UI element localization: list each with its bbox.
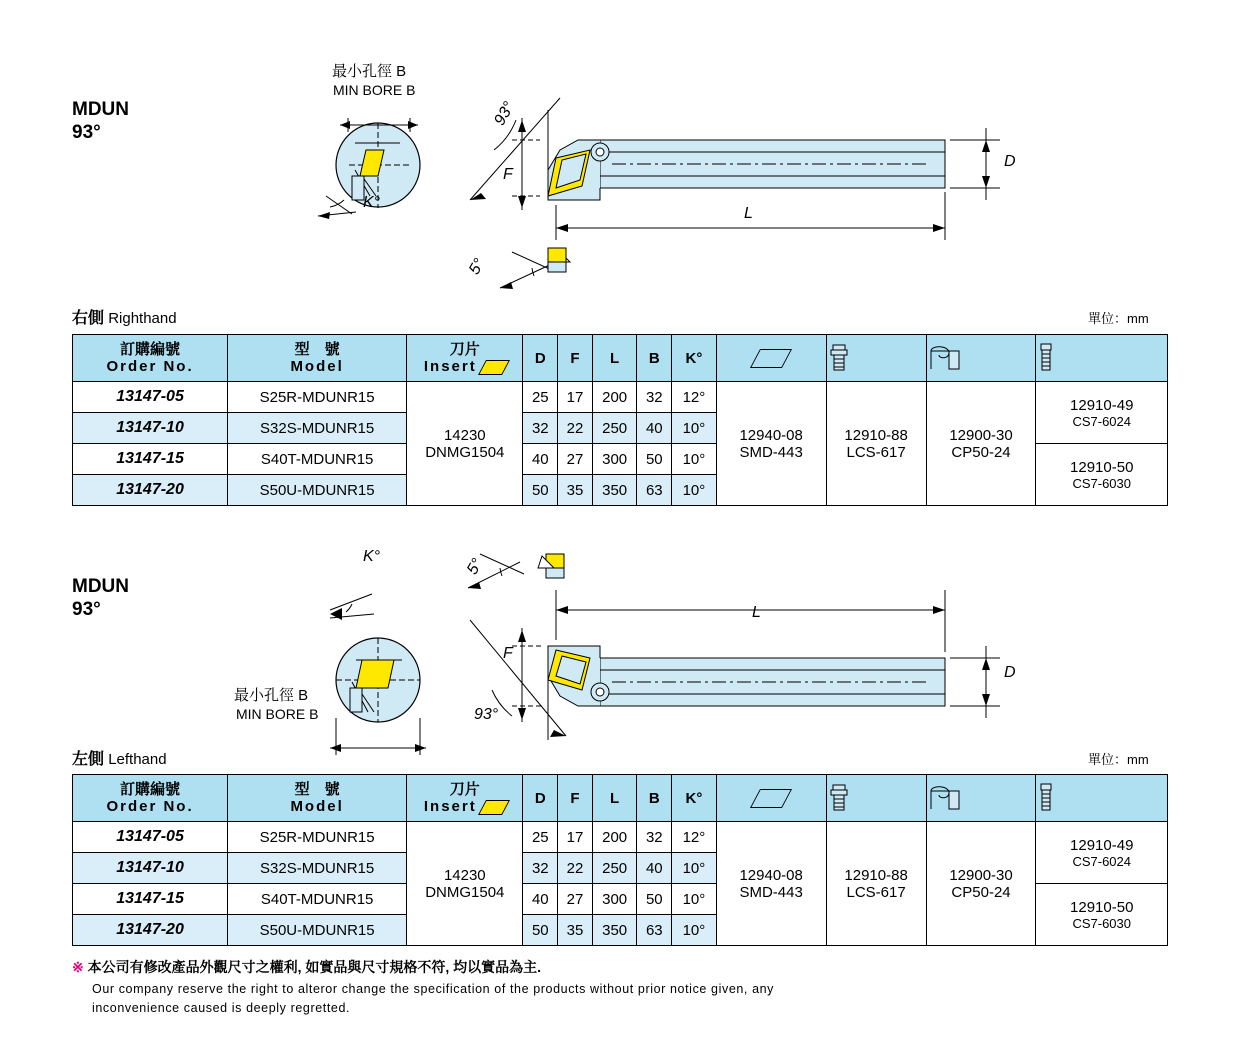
cell-b: 50 [637, 444, 672, 475]
cell-k: 10° [672, 884, 717, 915]
header-shim-icon-cell [716, 335, 826, 382]
cell-model: S50U-MDUNR15 [228, 475, 407, 506]
header-insert-en: Insert [423, 358, 477, 375]
header-bolt-icon-cell [1036, 775, 1168, 822]
block1-spec-table [72, 334, 1168, 506]
cell-b: 32 [637, 822, 672, 853]
cell-f: 35 [558, 475, 593, 506]
cell-d: 40 [523, 444, 558, 475]
cell-b: 32 [637, 382, 672, 413]
block1-label-D: D [1004, 153, 1016, 170]
block2-unit: 單位：mm [1088, 752, 1149, 767]
cell-f: 27 [558, 884, 593, 915]
block2-section-cn: 左側 [72, 751, 105, 768]
clamp-icon [927, 343, 969, 373]
cell-d: 50 [523, 915, 558, 946]
cell-d: 50 [523, 475, 558, 506]
cell-shim-code: 12940-08 [739, 866, 803, 884]
cell-shim [716, 382, 826, 506]
header-model-en: Model [290, 358, 344, 375]
header-model-en: Model [290, 798, 344, 815]
cell-order-no: 13147-10 [73, 413, 228, 444]
cell-d: 25 [523, 382, 558, 413]
screw-icon [827, 783, 851, 813]
cell-clamp [926, 822, 1036, 946]
cell-k: 10° [672, 444, 717, 475]
cell-screw-code: 12910-88 [844, 866, 908, 884]
block2-label-F: F [503, 645, 513, 662]
cell-l: 350 [592, 475, 637, 506]
cell-k: 12° [672, 822, 717, 853]
header-b: B [637, 775, 672, 822]
block2-label-L: L [752, 604, 761, 621]
cell-bolt-1 [1036, 382, 1168, 444]
table-row [73, 382, 1168, 413]
cell-model: S25R-MDUNR15 [228, 382, 407, 413]
block2-spec-table [72, 774, 1168, 946]
header-k: K° [672, 775, 717, 822]
cell-k: 10° [672, 475, 717, 506]
insert-diamond-icon [478, 800, 510, 815]
cell-insert [407, 382, 523, 506]
cell-f: 22 [558, 853, 593, 884]
block1-label-F: F [503, 166, 513, 183]
cell-f: 22 [558, 413, 593, 444]
cell-l: 200 [592, 822, 637, 853]
cell-screw-code: 12910-88 [844, 426, 908, 444]
block2-table-head [73, 775, 1168, 822]
cell-model: S32S-MDUNR15 [228, 413, 407, 444]
footer-en-line1: Our company reserve the right to alteror change the specification of the products without prior notice given, any [92, 982, 775, 996]
block1-title-line2: 93° [72, 122, 101, 143]
header-order-en: Order No. [106, 798, 194, 815]
cell-order-no: 13147-05 [73, 822, 228, 853]
block1-minbore-cn: 最小孔徑 B [332, 63, 407, 80]
cell-clamp-code: 12900-30 [949, 426, 1013, 444]
cell-f: 35 [558, 915, 593, 946]
header-model [228, 775, 407, 822]
block2-section-en: Lefthand [108, 751, 167, 768]
header-f: F [558, 335, 593, 382]
block2-minbore-cn: 最小孔徑 B [234, 687, 309, 704]
cell-k: 10° [672, 413, 717, 444]
header-model-cn: 型 號 [294, 341, 340, 358]
cell-screw [826, 822, 926, 946]
cell-order-no: 13147-05 [73, 382, 228, 413]
cell-insert-spec: DNMG1504 [425, 443, 505, 461]
cell-order-no: 13147-20 [73, 475, 228, 506]
cell-bolt-2 [1036, 884, 1168, 946]
block2-angle-93: 93° [474, 706, 499, 723]
header-k: K° [672, 335, 717, 382]
block1-label-L: L [744, 205, 753, 222]
bolt-icon [1036, 782, 1056, 814]
block1-diagram [0, 0, 1240, 300]
header-order-cn: 訂購編號 [120, 781, 181, 798]
shim-diamond-icon [750, 349, 792, 368]
cell-l: 300 [592, 884, 637, 915]
header-order-no [73, 335, 228, 382]
block1-section-en: Righthand [108, 310, 177, 327]
block2-title-line2: 93° [72, 599, 101, 620]
footer-cn-line [72, 958, 1172, 977]
cell-shim-spec: SMD-443 [739, 443, 803, 461]
cell-model: S32S-MDUNR15 [228, 853, 407, 884]
cell-d: 32 [523, 413, 558, 444]
cell-l: 200 [592, 382, 637, 413]
cell-bolt1-spec: CS7-6024 [1072, 413, 1131, 429]
header-order-cn: 訂購編號 [120, 341, 181, 358]
cell-screw [826, 382, 926, 506]
cell-model: S50U-MDUNR15 [228, 915, 407, 946]
clamp-icon [927, 783, 969, 813]
cell-order-no: 13147-15 [73, 444, 228, 475]
header-d: D [523, 335, 558, 382]
cell-k: 12° [672, 382, 717, 413]
header-screw-icon-cell [826, 335, 926, 382]
footer-cn-text: 本公司有修改產品外觀尺寸之權利, 如實品與尺寸規格不符, 均以實品為主. [87, 959, 542, 975]
header-screw-icon-cell [826, 775, 926, 822]
footer-note [72, 958, 1172, 1018]
block2-diagram-svg [0, 540, 1240, 780]
block1-angle-5: 5° [466, 255, 489, 278]
header-bolt-icon-cell [1036, 335, 1168, 382]
block1-angle-k: K° [363, 194, 381, 211]
header-b: B [637, 335, 672, 382]
cell-bolt-1 [1036, 822, 1168, 884]
cell-b: 63 [637, 475, 672, 506]
header-clamp-icon-cell [926, 335, 1036, 382]
cell-screw-spec: LCS-617 [846, 883, 906, 901]
cell-clamp [926, 382, 1036, 506]
header-order-no [73, 775, 228, 822]
cell-order-no: 13147-15 [73, 884, 228, 915]
header-insert-cn: 刀片 [449, 341, 480, 358]
cell-l: 250 [592, 853, 637, 884]
cell-bolt2-code: 12910-50 [1070, 898, 1134, 916]
cell-f: 17 [558, 382, 593, 413]
insert-diamond-icon [478, 360, 510, 375]
cell-model: S40T-MDUNR15 [228, 444, 407, 475]
cell-bolt1-code: 12910-49 [1070, 396, 1134, 414]
block1-title-line1: MDUN [72, 99, 129, 120]
block2-table-body [73, 822, 1168, 946]
cell-model: S40T-MDUNR15 [228, 884, 407, 915]
cell-k: 10° [672, 853, 717, 884]
header-insert [407, 775, 523, 822]
cell-d: 32 [523, 853, 558, 884]
cell-model: S25R-MDUNR15 [228, 822, 407, 853]
block1-section-cn: 右側 [72, 310, 105, 327]
footer-en-line2: inconvenience caused is deeply regretted. [92, 1001, 351, 1015]
cell-screw-spec: LCS-617 [846, 443, 906, 461]
block2-angle-5: 5° [464, 555, 487, 578]
block2-label-D: D [1004, 664, 1016, 681]
table-header-row [73, 335, 1168, 382]
cell-clamp-spec: CP50-24 [951, 883, 1011, 901]
cell-bolt2-code: 12910-50 [1070, 458, 1134, 476]
cell-l: 350 [592, 915, 637, 946]
block1-minbore-en: MIN BORE B [333, 82, 416, 98]
cell-d: 40 [523, 884, 558, 915]
table-header-row [73, 775, 1168, 822]
cell-insert-spec: DNMG1504 [425, 883, 505, 901]
cell-bolt2-spec: CS7-6030 [1072, 475, 1131, 491]
block1-angle-93: 93° [491, 99, 519, 129]
cell-insert-code: 14230 [443, 426, 486, 444]
cell-l: 300 [592, 444, 637, 475]
cell-b: 40 [637, 853, 672, 884]
cell-shim-code: 12940-08 [739, 426, 803, 444]
block1-table-head [73, 335, 1168, 382]
table-row [73, 822, 1168, 853]
block2-angle-k: K° [363, 548, 381, 565]
header-l: L [592, 775, 637, 822]
cell-f: 27 [558, 444, 593, 475]
bolt-icon [1036, 342, 1056, 374]
cell-shim [716, 822, 826, 946]
header-model [228, 335, 407, 382]
cell-k: 10° [672, 915, 717, 946]
block2-title-line1: MDUN [72, 576, 129, 597]
cell-clamp-spec: CP50-24 [951, 443, 1011, 461]
block1-unit: 單位：mm [1088, 311, 1149, 326]
cell-b: 40 [637, 413, 672, 444]
header-insert-cn: 刀片 [449, 781, 480, 798]
cell-bolt2-spec: CS7-6030 [1072, 915, 1131, 931]
cell-bolt1-code: 12910-49 [1070, 836, 1134, 854]
cell-b: 63 [637, 915, 672, 946]
header-model-cn: 型 號 [294, 781, 340, 798]
cell-order-no: 13147-20 [73, 915, 228, 946]
footer-star-icon: ※ [72, 959, 84, 975]
header-order-en: Order No. [106, 358, 194, 375]
cell-b: 50 [637, 884, 672, 915]
cell-d: 25 [523, 822, 558, 853]
block2-diagram [0, 540, 1240, 780]
header-f: F [558, 775, 593, 822]
header-shim-icon-cell [716, 775, 826, 822]
cell-bolt1-spec: CS7-6024 [1072, 853, 1131, 869]
cell-insert-code: 14230 [443, 866, 486, 884]
cell-insert [407, 822, 523, 946]
block2-section-header [72, 746, 167, 769]
header-d: D [523, 775, 558, 822]
block2-minbore-en: MIN BORE B [236, 706, 319, 722]
header-l: L [592, 335, 637, 382]
cell-order-no: 13147-10 [73, 853, 228, 884]
shim-diamond-icon [750, 789, 792, 808]
header-clamp-icon-cell [926, 775, 1036, 822]
block1-table-body [73, 382, 1168, 506]
cell-clamp-code: 12900-30 [949, 866, 1013, 884]
header-insert-en: Insert [423, 798, 477, 815]
cell-f: 17 [558, 822, 593, 853]
cell-shim-spec: SMD-443 [739, 883, 803, 901]
block1-section-header [72, 305, 177, 328]
cell-bolt-2 [1036, 444, 1168, 506]
screw-icon [827, 343, 851, 373]
header-insert [407, 335, 523, 382]
block1-diagram-svg [0, 0, 1240, 300]
cell-l: 250 [592, 413, 637, 444]
